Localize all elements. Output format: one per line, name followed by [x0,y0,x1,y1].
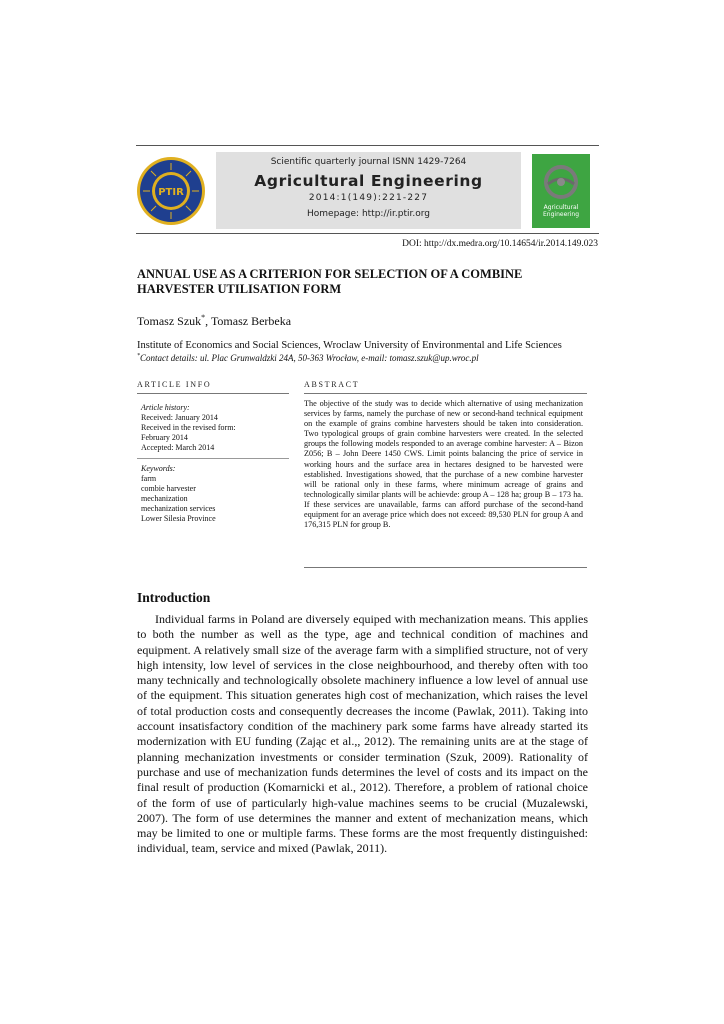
journal-homepage[interactable]: Homepage: http://ir.ptir.org [307,209,430,219]
article-history [141,403,291,453]
header-top-rule [136,145,599,146]
journal-line: Scientific quarterly journal ISNN 1429-7264 [270,157,467,167]
contact-text: Contact details: ul. Plac Grunwaldzki 24A, 50-363 Wrocław, e-mail: tomasz.szuk@up.wroc.pl [140,353,479,363]
history-item: Received in the revised form: [141,423,236,432]
cover-title: Agricultural Engineering [543,204,579,218]
keyword: mechanization services [141,504,216,513]
society-logo [136,156,206,226]
article-info-label: ARTICLE INFO [137,380,212,389]
affiliation: Institute of Economics and Social Sciences, Wroclaw University of Environmental and Life Sciences [137,340,562,351]
divider [137,458,289,459]
abstract-label: ABSTRACT [304,380,360,389]
author-name: , Tomasz Berbeka [205,314,292,328]
divider [304,393,587,394]
contact-details [137,353,479,363]
keywords-label: Keywords: [141,464,176,473]
section-heading: Introduction [137,590,211,605]
keywords [141,464,291,524]
paragraph: Individual farms in Poland are diversely equiped with mechanization means. This applies to both the number as well as the type, age and technical condition of machines and equipment. A relatively small size of the average farm with a simplified structure, not of very high intensity, low level of services in the close neighbourhood, and thereby often with too many technically and technologically obsolete machinery influence a low level of annual use of the equipment. This situation generates high cost of mechanization, which raises the level of total production costs and consequently decreases the income (Pawlak, 2011). Taking into account insatisfactory condition of the machinery park some farms have already started its modernization with EU funding (Zając et al.,, 2012). The remaining units are at the stage of planning mechanization investments or consider termination (Szuk, 2009). Rationality of purchase and use of mechanization funds determines the level of costs and its impact on the final result of production (Komarnicki et al., 2012). Therefore, a problem of rational choice of the form of use of particularly high-value machines seems to be crucial (Muzalewski, 2007). The form of use determines the manner and extent of mechanization means, which may be limited to one or multiple farms. These forms are the most frequently distinguished: individual, team, service and mixed (Pawlak, 2011). [137,612,588,856]
abstract-text: The objective of the study was to decide which alternative of using mechanization services by farms, namely the purchase of new or second-hand technical equipment on the example of grains combine harvesters should be taken into consideration. Two typological groups of grain combine harvesters were created. In the selected groups the following models responded to an average combine harvester: A – Bizon Z056; B – John Deere 1450 CWS. Limit points balancing the price of service in working hours and the surface area in hectares designed to be harvested were established. Investigations showed, that the purchase of a new combine harvester will be rational only in these farms, where minimum acreage of grains and technologically similar plants will be achievde: group A – 128 ha; group B – 173 ha. If these services are unavailable, farms can afford purchase of the second-hand equipment for an average price which does not exceed: 89,530 PLN for group A and 176,315 PLN for group B. [304,399,583,530]
journal-title: Agricultural Engineering [254,172,483,190]
author-mark: * [201,313,206,322]
journal-cover [532,154,590,228]
divider [137,393,289,394]
history-item: February 2014 [141,433,188,442]
introduction-body [137,612,588,857]
journal-header-box [216,152,521,229]
title-line: HARVESTER UTILISATION FORM [137,282,342,296]
keyword: Lower Silesia Province [141,514,216,523]
authors [137,313,291,329]
journal-issue: 2014:1(149):221-227 [308,193,429,203]
keyword: combie harvester [141,484,196,493]
header-bottom-rule [136,233,599,234]
divider [304,567,587,568]
title-line: ANNUAL USE AS A CRITERION FOR SELECTION OF A COMBINE [137,267,523,281]
history-item: Accepted: March 2014 [141,443,215,452]
logo-text: PTIR [158,187,184,198]
history-label: Article history: [141,403,190,412]
keyword: mechanization [141,494,188,503]
doi[interactable]: DOI: http://dx.medra.org/10.14654/ir.2014.149.023 [402,239,598,249]
keyword: farm [141,474,157,483]
paper-title [137,267,577,297]
history-item: Received: January 2014 [141,413,218,422]
author-name: Tomasz Szuk [137,314,202,328]
contact-mark: * [137,353,140,359]
